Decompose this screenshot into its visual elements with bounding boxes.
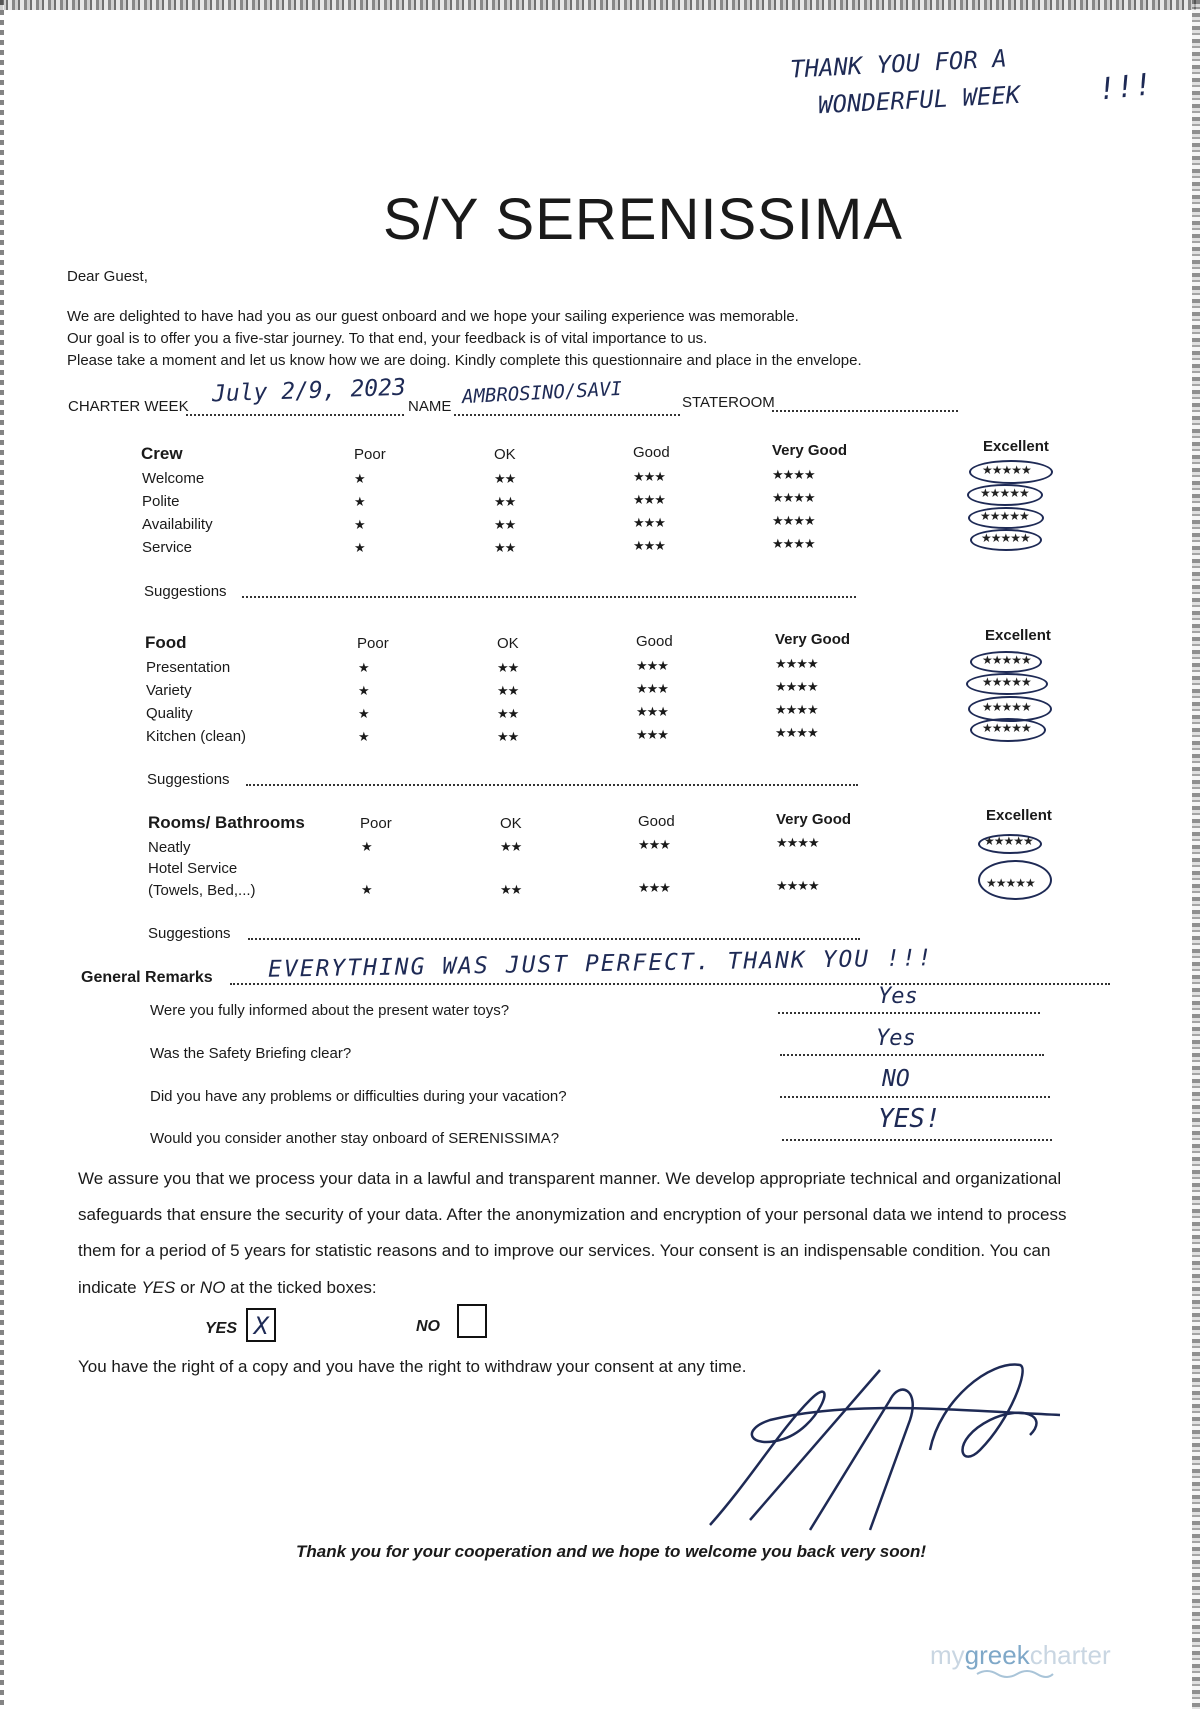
privacy-line-4-or: or <box>175 1278 200 1297</box>
crew-service-ok[interactable]: ★★ <box>494 540 516 555</box>
crew-polite-excellent: ★★★★★ <box>980 486 1029 500</box>
stateroom-label: STATEROOM <box>682 394 775 411</box>
name-value[interactable]: AMBROSINO/SAVI <box>461 377 623 409</box>
intro-line-3: Please take a moment and let us know how we are doing. Kindly complete this questionnaire and place in the envelope. <box>67 352 862 369</box>
crew-col-good: Good <box>633 444 670 461</box>
food-presentation-poor[interactable]: ★ <box>358 660 369 675</box>
rooms-col-very-good: Very Good <box>776 811 852 828</box>
food-quality-very-good[interactable]: ★★★★ <box>775 702 818 717</box>
food-col-ok: OK <box>497 635 519 652</box>
crew-welcome-very-good[interactable]: ★★★★ <box>772 467 815 482</box>
food-col-excellent: Excellent <box>985 627 1051 644</box>
closing-message: Thank you for your cooperation and we hope to welcome you back very soon! <box>296 1542 927 1561</box>
scan-edge-right <box>1192 0 1200 1709</box>
crew-suggestions-line[interactable] <box>242 596 856 598</box>
crew-availability-poor[interactable]: ★ <box>354 517 365 532</box>
rooms-col-good: Good <box>638 813 675 830</box>
crew-welcome-poor[interactable]: ★ <box>354 471 365 486</box>
food-presentation-ok[interactable]: ★★ <box>497 660 519 675</box>
privacy-line-4-text-b: at the ticked boxes: <box>225 1278 377 1297</box>
food-section-title: Food <box>145 633 187 652</box>
rooms-suggestions-line[interactable] <box>248 938 860 940</box>
answer-line-water-toys <box>778 1012 1040 1014</box>
crew-polite-very-good[interactable]: ★★★★ <box>772 490 815 505</box>
form-title: S/Y SERENISSIMA <box>383 187 903 252</box>
food-variety-ok[interactable]: ★★ <box>497 683 519 698</box>
privacy-line-4-no: NO <box>199 1278 226 1297</box>
handwritten-note-exclaim: !!! <box>1096 67 1154 108</box>
rooms-neatly-good[interactable]: ★★★ <box>638 837 670 852</box>
food-col-good: Good <box>636 633 673 650</box>
food-kitchen-very-good[interactable]: ★★★★ <box>775 725 818 740</box>
intro-line-2: Our goal is to offer you a five-star journey. To that end, your feedback is of vital importance to us. <box>67 330 708 347</box>
rooms-item-hotel-service: Hotel Service <box>148 860 238 877</box>
intro-line-1: We are delighted to have had you as our guest onboard and we hope your sailing experience was memorable. <box>67 308 799 325</box>
rooms-section-title: Rooms/ Bathrooms <box>148 813 305 832</box>
handwritten-note-line1: THANK YOU FOR A <box>789 44 1008 84</box>
rooms-hotel-good[interactable]: ★★★ <box>638 880 670 895</box>
consent-yes-mark: X <box>254 1312 269 1340</box>
watermark <box>930 1640 1111 1671</box>
rooms-hotel-ok[interactable]: ★★ <box>500 882 522 897</box>
crew-col-poor: Poor <box>354 446 386 463</box>
watermark-wave-icon <box>975 1668 1055 1680</box>
privacy-line-1: We assure you that we process your data in a lawful and transparent manner. We develop appropriate technical and organizational <box>78 1169 1062 1188</box>
signature-icon <box>690 1360 1080 1540</box>
crew-availability-ok[interactable]: ★★ <box>494 517 516 532</box>
name-label: NAME <box>408 398 452 415</box>
food-kitchen-poor[interactable]: ★ <box>358 729 369 744</box>
rooms-neatly-very-good[interactable]: ★★★★ <box>776 835 819 850</box>
charter-week-value[interactable]: July 2/9, 2023 <box>211 374 407 408</box>
crew-service-poor[interactable]: ★ <box>354 540 365 555</box>
food-kitchen-good[interactable]: ★★★ <box>636 727 668 742</box>
food-item-presentation: Presentation <box>146 659 231 676</box>
charter-week-label: CHARTER WEEK <box>68 398 189 415</box>
crew-polite-ok[interactable]: ★★ <box>494 494 516 509</box>
crew-welcome-excellent: ★★★★★ <box>982 463 1031 477</box>
crew-polite-poor[interactable]: ★ <box>354 494 365 509</box>
food-item-quality: Quality <box>146 705 193 722</box>
crew-col-very-good: Very Good <box>772 442 848 459</box>
food-variety-excellent: ★★★★★ <box>982 675 1031 689</box>
food-suggestions-line[interactable] <box>246 784 858 786</box>
food-suggestions-label: Suggestions <box>147 771 230 788</box>
crew-availability-very-good[interactable]: ★★★★ <box>772 513 815 528</box>
food-quality-excellent: ★★★★★ <box>982 700 1031 714</box>
rooms-item-towels-bed: (Towels, Bed,...) <box>148 882 256 899</box>
crew-availability-good[interactable]: ★★★ <box>633 515 665 530</box>
privacy-line-2: safeguards that ensure the security of your data. After the anonymization and encryption of your personal data we intend to process <box>78 1205 1067 1224</box>
food-quality-poor[interactable]: ★ <box>358 706 369 721</box>
question-another-stay: Would you consider another stay onboard of SERENISSIMA? <box>150 1130 560 1147</box>
crew-service-excellent: ★★★★★ <box>981 531 1030 545</box>
crew-suggestions-label: Suggestions <box>144 583 227 600</box>
question-safety-briefing: Was the Safety Briefing clear? <box>150 1045 352 1062</box>
rooms-neatly-poor[interactable]: ★ <box>361 839 372 854</box>
crew-welcome-good[interactable]: ★★★ <box>633 469 665 484</box>
rooms-suggestions-label: Suggestions <box>148 925 231 942</box>
scan-edge-top <box>0 0 1200 10</box>
privacy-line-3: them for a period of 5 years for statistic reasons and to improve our services. Your consent is an indispensable condition. You can <box>78 1241 1051 1260</box>
food-col-very-good: Very Good <box>775 631 851 648</box>
food-kitchen-ok[interactable]: ★★ <box>497 729 519 744</box>
question-water-toys: Were you fully informed about the present water toys? <box>150 1002 510 1019</box>
scan-edge-left <box>0 0 4 1709</box>
consent-no-label: NO <box>416 1318 440 1335</box>
crew-item-availability: Availability <box>142 516 213 533</box>
food-quality-good[interactable]: ★★★ <box>636 704 668 719</box>
rooms-col-ok: OK <box>500 815 522 832</box>
general-remarks-label: General Remarks <box>81 969 213 986</box>
general-remarks-line <box>230 983 1110 985</box>
rooms-neatly-ok[interactable]: ★★ <box>500 839 522 854</box>
answer-line-another-stay <box>782 1139 1052 1141</box>
food-variety-good[interactable]: ★★★ <box>636 681 668 696</box>
rooms-col-poor: Poor <box>360 815 392 832</box>
crew-col-ok: OK <box>494 446 516 463</box>
consent-no-checkbox[interactable] <box>457 1304 487 1338</box>
greeting: Dear Guest, <box>67 268 148 285</box>
food-col-poor: Poor <box>357 635 389 652</box>
consent-yes-checkbox[interactable] <box>246 1308 276 1342</box>
rooms-hotel-excellent: ★★★★★ <box>986 876 1035 890</box>
general-remarks-value[interactable]: EVERYTHING WAS JUST PERFECT. THANK YOU !!! <box>267 945 934 983</box>
rooms-item-neatly: Neatly <box>148 839 191 856</box>
rights-statement: You have the right of a copy and you have the right to withdraw your consent at any time. <box>78 1357 747 1376</box>
food-item-variety: Variety <box>146 682 192 699</box>
crew-col-excellent: Excellent <box>983 438 1049 455</box>
crew-polite-good[interactable]: ★★★ <box>633 492 665 507</box>
crew-item-service: Service <box>142 539 193 556</box>
food-item-kitchen: Kitchen (clean) <box>146 728 247 745</box>
food-presentation-excellent: ★★★★★ <box>982 653 1031 667</box>
name-line <box>454 414 680 416</box>
watermark-brand: greek <box>964 1640 1030 1670</box>
crew-service-good[interactable]: ★★★ <box>633 538 665 553</box>
consent-yes-label: YES <box>205 1320 238 1337</box>
question-problems: Did you have any problems or difficulties during your vacation? <box>150 1088 567 1105</box>
answer-water-toys[interactable]: Yes <box>878 984 918 1009</box>
stateroom-line[interactable] <box>772 410 958 412</box>
crew-item-welcome: Welcome <box>142 470 205 487</box>
answer-another-stay[interactable]: YES! <box>878 1104 941 1134</box>
answer-safety-briefing[interactable]: Yes <box>876 1026 916 1051</box>
rooms-col-excellent: Excellent <box>986 807 1052 824</box>
crew-availability-excellent: ★★★★★ <box>980 509 1029 523</box>
watermark-suffix: charter <box>1029 1640 1111 1670</box>
answer-problems[interactable]: NO <box>882 1066 910 1092</box>
food-presentation-very-good[interactable]: ★★★★ <box>775 656 818 671</box>
food-variety-very-good[interactable]: ★★★★ <box>775 679 818 694</box>
rooms-hotel-poor[interactable]: ★ <box>361 882 372 897</box>
answer-line-safety-briefing <box>780 1054 1044 1056</box>
handwritten-note-line2: WONDERFUL WEEK <box>817 80 1021 120</box>
crew-section-title: Crew <box>141 444 183 463</box>
rooms-hotel-very-good[interactable]: ★★★★ <box>776 878 819 893</box>
crew-service-very-good[interactable]: ★★★★ <box>772 536 815 551</box>
crew-welcome-ok[interactable]: ★★ <box>494 471 516 486</box>
rooms-neatly-excellent: ★★★★★ <box>984 834 1033 848</box>
food-kitchen-excellent: ★★★★★ <box>982 721 1031 735</box>
privacy-line-4-yes: YES <box>141 1278 176 1297</box>
privacy-line-4-text-a: indicate <box>78 1278 142 1297</box>
charter-week-line <box>186 414 404 416</box>
food-variety-poor[interactable]: ★ <box>358 683 369 698</box>
watermark-prefix: my <box>930 1640 965 1670</box>
crew-item-polite: Polite <box>142 493 180 510</box>
food-quality-ok[interactable]: ★★ <box>497 706 519 721</box>
food-presentation-good[interactable]: ★★★ <box>636 658 668 673</box>
privacy-line-4 <box>78 1278 377 1298</box>
answer-line-problems <box>780 1096 1050 1098</box>
